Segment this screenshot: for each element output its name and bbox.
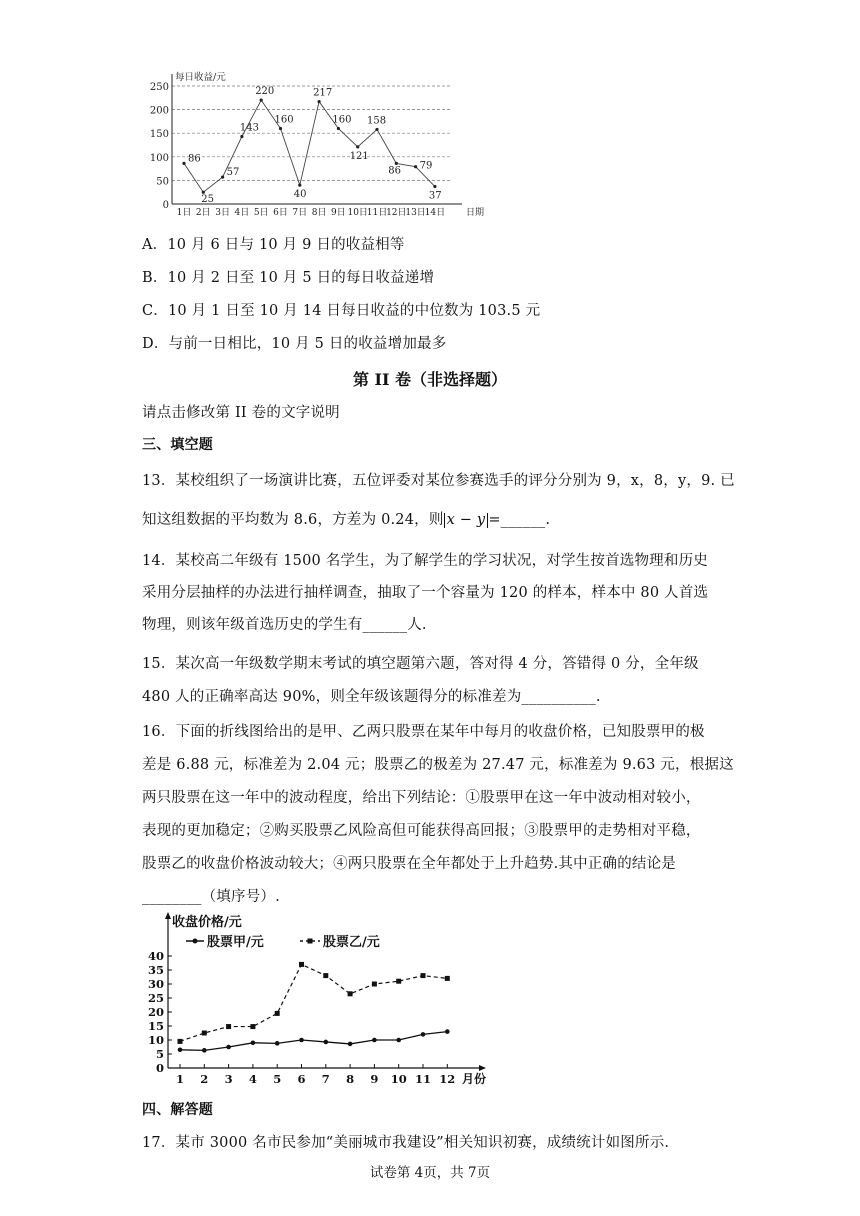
- y-tick-label: 0: [155, 1061, 164, 1075]
- data-label: 160: [274, 114, 294, 126]
- x-tick-label: 13日: [405, 208, 426, 218]
- q16-line5: 股票乙的收盘价格波动较大；④两只股票在全年都处于上升趋势.其中正确的结论是: [142, 856, 677, 872]
- q14-line1: 14．某校高二年级有 1500 名学生，为了解学生的学习状况，对学生按首选物理和历史: [142, 553, 708, 569]
- data-point: [182, 162, 185, 165]
- q16-line3: 两只股票在这一年中的波动程度，给出下列结论：①股票甲在这一年中波动相对较小，: [142, 790, 701, 806]
- q17-text: 17．某市 3000 名市民参加“美丽城市我建设”相关知识初赛，成绩统计如图所示.: [142, 1135, 670, 1151]
- x-tick-label: 6: [297, 1072, 306, 1086]
- data-label: 40: [293, 189, 307, 201]
- x-tick-label: 8: [346, 1072, 355, 1086]
- series-a-point: [226, 1045, 231, 1050]
- x-tick-label: 10日: [347, 208, 368, 218]
- series-b-point: [250, 1024, 255, 1029]
- data-point: [221, 175, 224, 178]
- part2-title: 第 II 卷（非选择题）: [352, 370, 508, 389]
- section4-heading: 四、解答题: [142, 1102, 213, 1118]
- x-tick-label: 4: [248, 1072, 257, 1086]
- data-point: [375, 128, 378, 131]
- data-label: 160: [332, 114, 352, 126]
- q13-line1: 13．某校组织了一场演讲比赛，五位评委对某位参赛选手的评分分别为 9，x，8，y，9. 已: [142, 473, 735, 489]
- series-a-point: [251, 1041, 256, 1046]
- data-point: [298, 184, 301, 187]
- series-a-point: [396, 1038, 401, 1043]
- series-b-point: [323, 973, 328, 978]
- y-tick-label: 10: [147, 1033, 164, 1047]
- page-footer: 试卷第 4页，共 7页: [369, 1165, 491, 1181]
- section3-heading: 三、填空题: [142, 437, 213, 453]
- data-label: 57: [226, 167, 240, 179]
- x-tick-label: 3日: [215, 208, 230, 218]
- series-a-point: [445, 1029, 450, 1034]
- y-tick-label: 250: [149, 82, 169, 93]
- x-tick-label: 10: [390, 1072, 407, 1086]
- stock-price-chart: [140, 910, 500, 1090]
- x-tick-label: 9: [370, 1072, 379, 1086]
- series-a-point: [324, 1040, 329, 1045]
- option-b: B．10 月 2 日至 10 月 5 日的每日收益递增: [142, 270, 435, 286]
- part2-note[interactable]: 请点击修改第 II 卷的文字说明: [142, 405, 340, 421]
- series-b-point: [396, 979, 401, 984]
- y-tick-label: 150: [149, 129, 169, 141]
- series-b-point: [421, 973, 426, 978]
- y-tick-label: 100: [149, 152, 169, 164]
- x-tick-label: 8日: [311, 208, 327, 218]
- x-tick-label: 2: [200, 1072, 209, 1086]
- data-point: [279, 127, 282, 130]
- x-tick-label: 4日: [234, 208, 250, 218]
- data-point: [337, 127, 340, 130]
- x-tick-label: 5日: [253, 208, 269, 218]
- data-label: 86: [188, 153, 201, 165]
- q15-line2: 480 人的正确率高达 90%，则全年级该题得分的标准差为__________.: [142, 689, 601, 705]
- option-d: D．与前一日相比，10 月 5 日的收益增加最多: [142, 336, 447, 352]
- series-b-point: [445, 976, 450, 981]
- data-point: [414, 165, 417, 168]
- q14-line2: 采用分层抽样的办法进行抽样调查，抽取了一个容量为 120 的样本，样本中 80 人首选: [142, 585, 709, 601]
- data-label: 143: [239, 122, 259, 134]
- data-point: [318, 100, 321, 103]
- y-axis-title: 每日收益/元: [175, 72, 226, 83]
- x-tick-label: 2日: [195, 208, 211, 218]
- daily-revenue-chart: [140, 70, 485, 220]
- x-tick-label: 3: [224, 1072, 233, 1086]
- data-point: [240, 135, 243, 138]
- x-tick-label: 12日: [386, 208, 407, 218]
- x-tick-label: 9日: [331, 208, 346, 218]
- q13-line2-post: =______.: [488, 512, 551, 528]
- series-a-point: [202, 1048, 207, 1053]
- series-a-point: [178, 1048, 183, 1053]
- data-label: 79: [419, 160, 433, 172]
- data-point: [356, 145, 359, 148]
- series-a-point: [372, 1038, 377, 1043]
- chart-legend: [186, 934, 380, 950]
- y-tick-label: 0: [162, 200, 169, 211]
- x-tick-label: 5: [273, 1072, 282, 1086]
- y-tick-label: 25: [147, 991, 164, 1005]
- series-b-point: [226, 1024, 231, 1029]
- q16-line6: ________（填序号）.: [142, 889, 280, 905]
- series-b-point: [178, 1039, 183, 1044]
- x-tick-label: 1: [175, 1072, 185, 1086]
- data-label: 220: [255, 86, 275, 98]
- series-a-point: [348, 1042, 353, 1047]
- y-tick-label: 20: [147, 1005, 164, 1019]
- option-c: C．10 月 1 日至 10 月 14 日每日收益的中位数为 103.5 元: [142, 303, 541, 319]
- x-tick-label: 14日: [424, 208, 446, 218]
- data-label: 217: [313, 87, 333, 99]
- series-b-point: [275, 1011, 280, 1016]
- x-tick-label: 7: [321, 1072, 330, 1086]
- y-axis-title: 收盘价格/元: [172, 915, 242, 930]
- revenue-line: [184, 100, 435, 192]
- y-tick-label: 5: [155, 1047, 164, 1061]
- x-axis-title: 月份: [462, 1072, 487, 1086]
- x-tick-label: 11: [414, 1072, 432, 1086]
- q14-line3: 物理，则该年级首选历史的学生有______人.: [142, 617, 427, 633]
- series-b-point: [372, 982, 377, 987]
- x-axis-title: 日期: [466, 208, 485, 218]
- series-a-point: [275, 1041, 280, 1046]
- q16-line1: 16．下面的折线图给出的是甲、乙两只股票在某年中每月的收盘价格，已知股票甲的极: [142, 724, 705, 740]
- y-tick-label: 30: [147, 977, 164, 991]
- data-label: 121: [349, 150, 369, 162]
- series-a-line: [180, 1032, 447, 1051]
- y-tick-label: 50: [156, 176, 169, 188]
- data-point: [433, 185, 436, 188]
- y-tick-label: 15: [147, 1019, 164, 1033]
- legend-marker-a: [193, 939, 198, 944]
- data-label: 25: [201, 194, 215, 206]
- y-tick-label: 40: [147, 949, 164, 963]
- option-a: A．10 月 6 日与 10 月 9 日的收益相等: [142, 237, 405, 253]
- x-tick-label: 1日: [176, 208, 192, 218]
- series-b-point: [299, 962, 304, 967]
- q16-line2: 差是 6.88 元，标准差为 2.04 元；股票乙的极差为 27.47 元，标准差为 9.63 元，根据这: [142, 757, 734, 773]
- series-b-line: [180, 964, 447, 1041]
- data-point: [260, 99, 263, 102]
- q13-line2-pre: 知这组数据的平均数为 8.6，方差为 0.24，则: [142, 512, 444, 528]
- x-tick-label: 7日: [292, 208, 308, 218]
- series-b-point: [348, 991, 353, 996]
- x-tick-label: 12: [439, 1072, 456, 1086]
- y-axis-arrow-icon: [165, 912, 171, 919]
- series-a-point: [299, 1038, 304, 1043]
- q13-line2: [142, 508, 550, 529]
- series-a-point: [421, 1032, 426, 1037]
- q16-line4: 表现的更加稳定；②购买股票乙风险高但可能获得高回报；③股票甲的走势相对平稳，: [142, 823, 701, 839]
- y-tick-label: 35: [147, 963, 164, 977]
- legend-label-b: 股票乙/元: [323, 935, 380, 950]
- x-axis-arrow-icon: [479, 1065, 486, 1071]
- q13-abs-expr: x − y: [444, 513, 489, 528]
- legend-label-a: 股票甲/元: [207, 935, 264, 950]
- q15-line1: 15．某次高一年级数学期末考试的填空题第六题，答对得 4 分，答错得 0 分，全年级: [142, 656, 699, 672]
- y-tick-label: 200: [149, 105, 169, 117]
- data-label: 86: [388, 165, 402, 177]
- legend-marker-b: [308, 939, 313, 944]
- data-label: 158: [367, 115, 387, 127]
- x-tick-label: 6日: [273, 208, 288, 218]
- x-tick-label: 11日: [366, 208, 388, 218]
- series-b-point: [202, 1031, 207, 1036]
- data-label: 37: [428, 190, 442, 202]
